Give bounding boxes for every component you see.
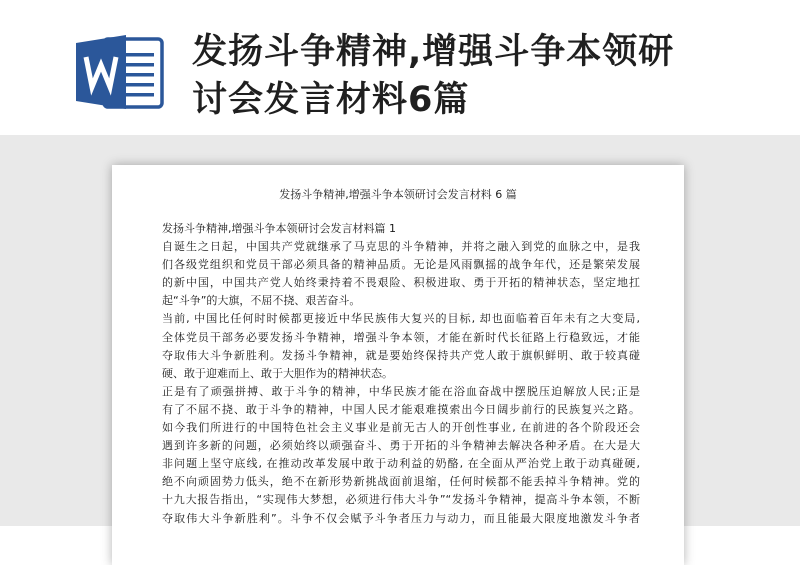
title-line-2: 讨会发言材料6篇 [192,80,470,120]
text-line: 的新中国，中国共产党人始终秉持着不畏艰险、积极进取、勇于开拓的精神状态，坚定地扛 [162,276,640,290]
paragraph-2 [162,310,640,382]
header [0,0,800,135]
text-line: 硬、敢于迎难而上、敢于大胆作为的精神状态。 [162,366,393,380]
text-line: 全体党员干部务必要发扬斗争精神，增强斗争本领，才能在新时代长征路上行稳致远，才能 [162,330,640,344]
text-line: 有了不屈不挠、敢于斗争的精神，中国人民才能艰难摸索出今日阔步前行的民族复兴之路。 [162,402,640,416]
page-title [192,28,772,124]
paragraph-3 [162,383,640,528]
word-icon [74,33,166,111]
text-line: 正是有了顽强拼搏、敢于斗争的精神，中华民族才能在浴血奋战中摆脱压迫解放人民;正是 [162,384,640,398]
text-line: 遇到许多新的问题，必须始终以顽强奋斗、勇于开拓的斗争精神去解决各种矛盾。在大是大 [162,439,640,453]
text-line: 夺取伟大斗争新胜利”。斗争不仅会赋予斗争者压力与动力，而且能最大限度地激发斗争者 [162,511,640,525]
text-line: 十九大报告指出，“实现伟大梦想，必须进行伟大斗争”“发扬斗争精神，提高斗争本领，不断 [162,493,640,507]
text-line: 夺取伟大斗争新胜利。发扬斗争精神，就是要始终保持共产党人敢于旗帜鲜明、敢于较真碰 [162,348,640,362]
document-title: 发扬斗争精神,增强斗争本领研讨会发言材料 6 篇 [279,188,517,201]
text-line: 起“斗争”的大旗，不屈不挠、艰苦奋斗。 [162,294,361,308]
text-line: 自诞生之日起，中国共产党就继承了马克思的斗争精神，并将之融入到党的血脉之中，是我 [162,240,640,254]
section-title: 发扬斗争精神,增强斗争本领研讨会发言材料篇 1 [162,222,396,235]
title-line-1: 发扬斗争精神,增强斗争本领研 [192,32,675,72]
text-line: 们各级党组织和党员干部必须具备的精神品质。无论是风雨飘摇的战争年代，还是繁荣发展 [162,258,640,272]
text-line: 当前, 中国比任何时时候都更接近中华民族伟大复兴的目标, 却也面临着百年未有之大变局, [162,312,640,326]
text-line: 绝不向顽固势力低头，绝不在新形势新挑战面前退缩，任何时候都不能丢掉斗争精神。党的 [162,475,640,489]
text-line: 非问题上坚守底线, 在推动改革发展中敢于动利益的奶酪, 在全面从严治党上敢于动真碰硬, [162,457,640,471]
text-line: 如今我们所进行的中国特色社会主义事业是前无古人的开创性事业, 在前进的各个阶段还会 [162,421,640,435]
paragraph-1 [162,238,640,310]
document-body [162,220,640,528]
document-page [112,165,684,565]
